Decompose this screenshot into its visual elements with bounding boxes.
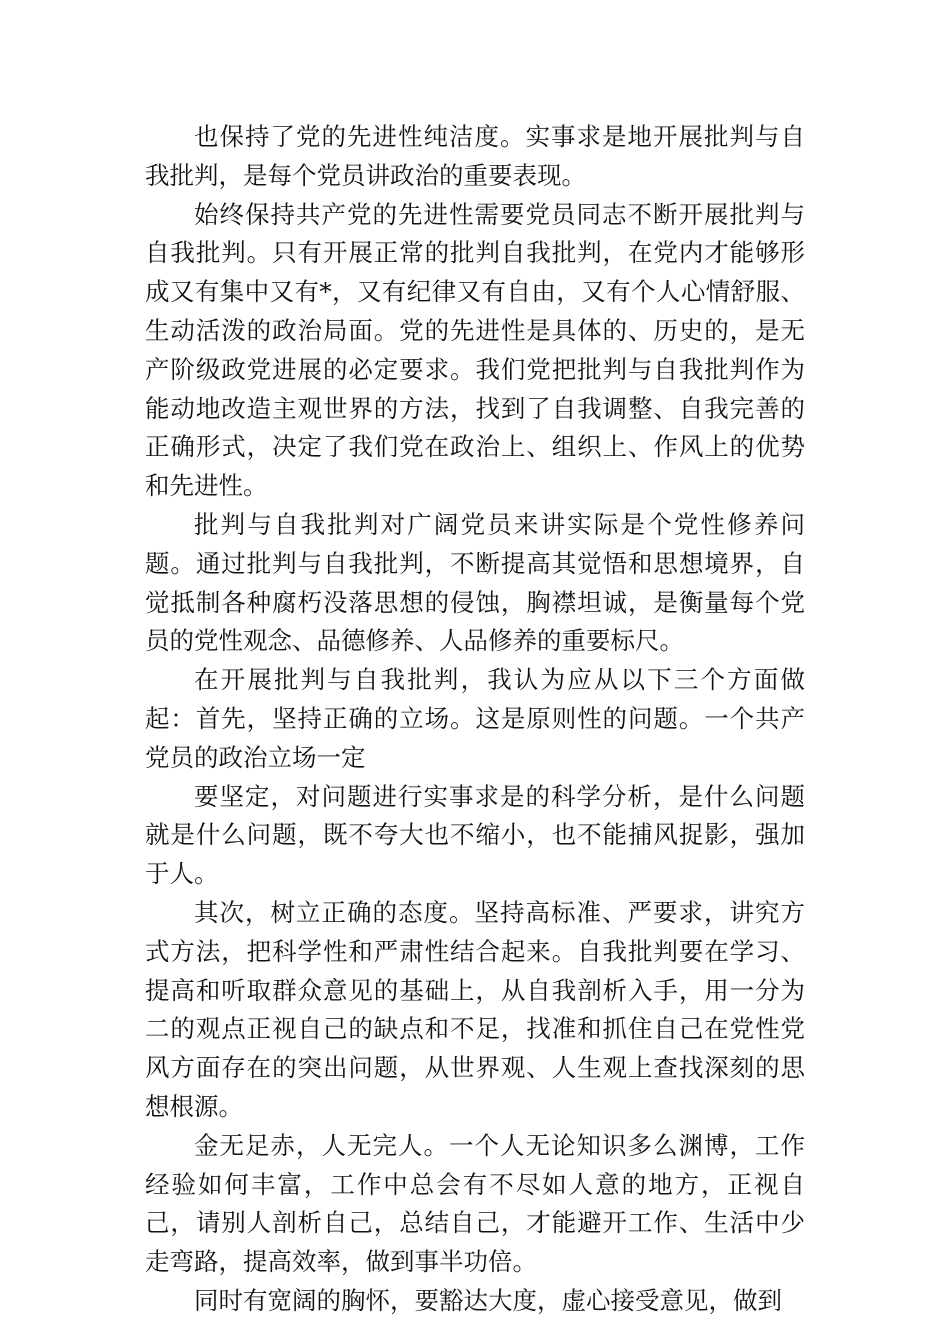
- paragraph-7: 金无足赤，人无完人。一个人无论知识多么渊博，工作经验如何丰富，工作中总会有不尽如人意的地方，正视自己，请别人剖析自己，总结自己，才能避开工作、生活中少走弯路，提高效率，做到事半功倍。: [145, 1130, 805, 1277]
- paragraph-6: 其次，树立正确的态度。坚持高标准、严要求，讲究方式方法，把科学性和严肃性结合起来。自我批判要在学习、提高和听取群众意见的基础上，从自我剖析入手，用一分为二的观点正视自己的缺点和不足，找准和抓住自己在党性党风方面存在的突出问题，从世界观、人生观上查找深刻的思想根源。: [145, 897, 805, 1121]
- paragraph-3: 批判与自我批判对广阔党员来讲实际是个党性修养问题。通过批判与自我批判，不断提高其觉悟和思想境界，自觉抵制各种腐朽没落思想的侵蚀，胸襟坦诚，是衡量每个党员的党性观念、品德修养、人品修养的重要标尺。: [145, 509, 805, 656]
- paragraph-4: 在开展批判与自我批判，我认为应从以下三个方面做起：首先，坚持正确的立场。这是原则性的问题。一个共产党员的政治立场一定: [145, 665, 805, 772]
- paragraph-8: 同时有宽阔的胸怀，要豁达大度，虚心接受意见，做到: [194, 1285, 782, 1315]
- paragraph-1: 也保持了党的先进性纯洁度。实事求是地开展批判与自我批判，是每个党员讲政治的重要表现。: [145, 122, 805, 190]
- document-body: [145, 118, 805, 1321]
- paragraph-5: 要坚定，对问题进行实事求是的科学分析，是什么问题就是什么问题，既不夸大也不缩小，也不能捕风捉影，强加于人。: [145, 781, 805, 889]
- paragraph-2: 始终保持共产党的先进性需要党员同志不断开展批判与自我批判。只有开展正常的批判自我批判，在党内才能够形成又有集中又有*，又有纪律又有自由，又有个人心情舒服、生动活泼的政治局面。党的先进性是具体的、历史的，是无产阶级政党进展的必定要求。我们党把批判与自我批判作为能动地改造主观世界的方法，找到了自我调整、自我完善的正确形式，决定了我们党在政治上、组织上、作风上的优势和先进性。: [145, 199, 805, 501]
